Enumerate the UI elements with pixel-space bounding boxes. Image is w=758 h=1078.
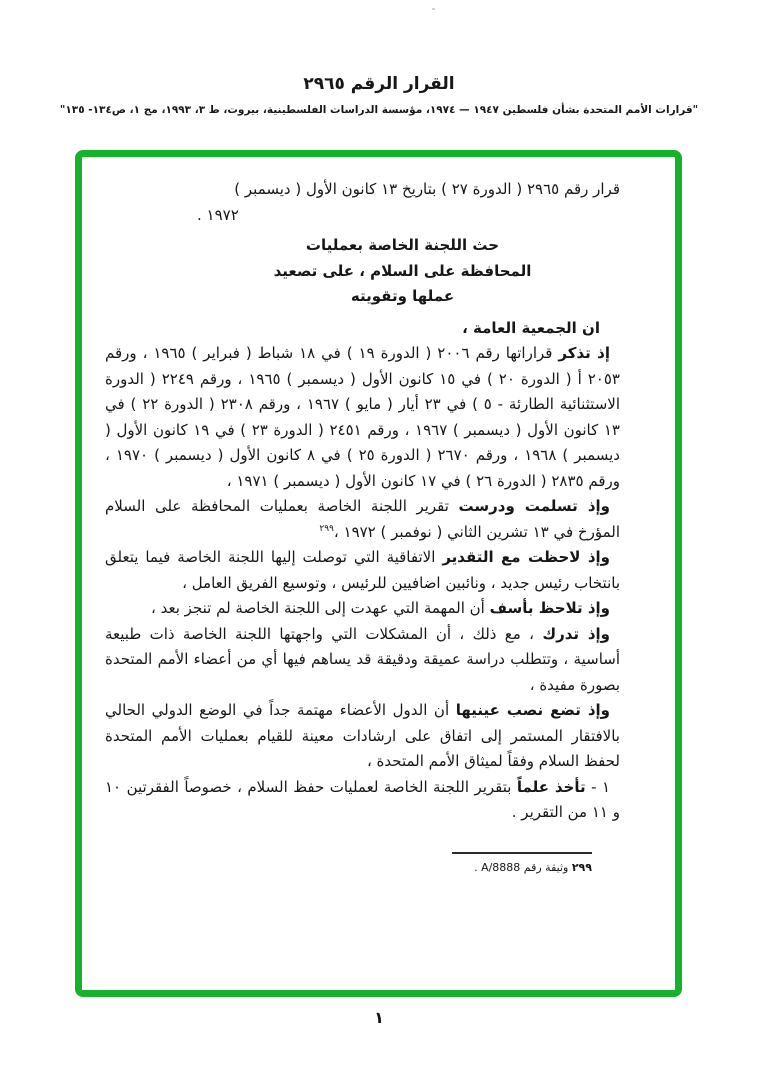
paragraph-lead: تأخذ علماً (516, 777, 586, 796)
resolution-paragraph (105, 622, 620, 699)
subject-line: المحافظة على السلام ، على تصعيد (273, 261, 532, 280)
footnote-text: وثيقة رقم A/8888 . (474, 860, 569, 874)
resolution-paragraph (105, 775, 620, 826)
scan-artifact-dot (432, 8, 435, 10)
source-citation: "قرارات الأمم المتحدة بشأن فلسطين ١٩٤٧ — ١٩٧٤، مؤسسة الدراسات الفلسطينية، بيروت، ط ٣، ١٩٩٣، مج ١، ص١٣٤- ١٣٥" (59, 104, 699, 116)
footnote (105, 860, 592, 875)
resolution-paragraph (105, 341, 620, 494)
paragraph-lead: وإذ تضع نصب عينيها (455, 701, 611, 719)
paragraph-text: الاتفاقية التي توصلت إليها اللجنة الخاصة فيما يتعلق بانتخاب رئيس جديد ، ونائبين اضافيين للرئيس ، وتوسيع الفريق العامل ، (105, 548, 620, 592)
paragraph-text: قراراتها رقم ٢٠٠٦ ( الدورة ١٩ ) في ١٨ شباط ( فبراير ) ١٩٦٥ ، ورقم ٢٠٥٣ أ ( الدورة ٢٠ ) في ١٥ كانون الأول ( ديسمبر ) ١٩٦٥ ، ورقم ٢٢٤٩ ( الدورة الاستثنائية الطارئة - ٥ ) في ٢٣ أيار ( مايو ) ١٩٦٧ ، ورقم ٢٣٠٨ ( الدورة ٢٢ ) في ١٣ كانون الأول ( ديسمبر ) ١٩٦٧ ، ورقم ٢٤٥١ ( الدورة ٢٣ ) في ١٩ كانون الأول ( ديسمبر ) ١٩٦٨ ، ورقم ٢٦٧٠ ( الدورة ٢٥ ) في ٨ كانون الأول ( ديسمبر ) ١٩٧٠ ، ورقم ٢٨٣٥ ( الدورة ٢٦ ) في ١٧ كانون الأول ( ديسمبر ) ١٩٧١ ، (105, 344, 620, 490)
paragraph-lead: وإذ تدرك (542, 624, 610, 643)
subject-line: عملها وتقويته (350, 287, 455, 305)
highlight-frame (75, 150, 682, 997)
footnote-reference-marker: ٢٩٩ (319, 523, 334, 534)
paragraph-number: ١ - (585, 777, 610, 796)
paragraph-text: أن المهمة التي عهدت إلى اللجنة الخاصة لم تنجز بعد ، (151, 599, 490, 617)
resolution-intro-line2: ١٩٧٢ . (197, 205, 239, 224)
resolution-body (82, 157, 675, 875)
page-title: القرار الرقم ٢٩٦٥ (303, 74, 455, 94)
page-number: ١ (374, 1008, 384, 1027)
resolution-subject (105, 233, 620, 310)
paragraph-text: تقرير اللجنة الخاصة بعمليات المحافظة على السلام المؤرخ في ١٣ تشرين الثاني ( نوفمبر ) ١٩٧٢ ، (105, 497, 620, 541)
resolution-paragraph (105, 596, 620, 622)
resolution-paragraph (105, 545, 620, 596)
paragraph-text: أن الدول الأعضاء مهتمة جداً في الوضع الدولي الحالي بالافتقار المستمر إلى اتفاق على ارشادات معينة للقيام بعمليات الأمم المتحدة لحفظ السلام وفقاً لميثاق الأمم المتحدة ، (105, 701, 620, 770)
footnote-number: ٢٩٩ (571, 860, 592, 874)
paragraph-lead: وإذ تلاحظ بأسف (489, 599, 610, 617)
resolution-paragraph (105, 494, 620, 545)
resolution-paragraph (105, 698, 620, 775)
resolution-intro-line1: قرار رقم ٢٩٦٥ ( الدورة ٢٧ ) بتاريخ ١٣ كانون الأول ( ديسمبر ) (234, 180, 620, 198)
footnote-divider (452, 852, 592, 854)
paragraph-lead: وإذ لاحظت مع التقدير (442, 548, 610, 566)
paragraph-text: بتقرير اللجنة الخاصة لعمليات حفظ السلام ، خصوصاً الفقرتين ١٠ و ١١ من التقرير . (105, 777, 620, 821)
paragraph-text: ، مع ذلك ، أن المشكلات التي واجهتها اللجنة الخاصة ذات طبيعة أساسية ، وتتطلب دراسة عميقة ودقيقة قد يساهم فيها أي من أعضاء الأمم المتحدة بصورة مفيدة ، (105, 624, 620, 694)
resolution-paragraph (105, 316, 620, 342)
paragraph-lead: وإذ تسلمت ودرست (458, 497, 610, 515)
paragraph-lead: إذ تذكر (558, 344, 610, 362)
subject-line: حث اللجنة الخاصة بعمليات (305, 236, 500, 254)
paragraph-lead: ان الجمعية العامة ، (462, 318, 600, 337)
